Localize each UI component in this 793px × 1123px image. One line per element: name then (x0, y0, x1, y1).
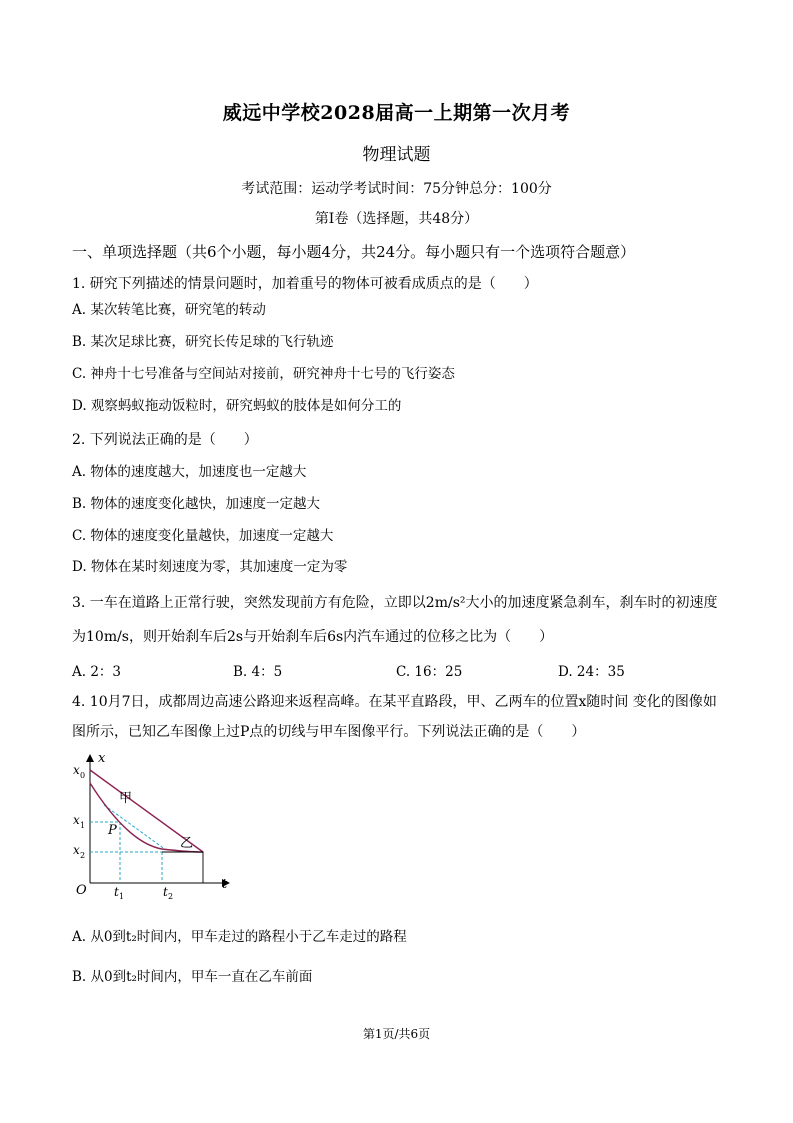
question-2-option-a: A. 物体的速度越大，加速度也一定越大 (72, 464, 307, 480)
question-3-option-c: C. 16：25 (396, 664, 463, 680)
question-2-option-b: B. 物体的速度变化越快，加速度一定越大 (72, 496, 321, 512)
question-2-stem: 2. 下列说法正确的是（ ） (72, 432, 258, 448)
question-4-option-b: B. 从0到t₂时间内，甲车一直在乙车前面 (72, 969, 313, 985)
question-3-stem-line2: 为10m/s，则开始刹车后2s与开始刹车后6s内汽车通过的位移之比为（ ） (72, 629, 554, 645)
x-axis-label: t (222, 877, 228, 892)
x1-subscript: 1 (80, 821, 86, 830)
y-axis-label: x (98, 751, 106, 766)
question-4-option-a: A. 从0到t₂时间内，甲车走过的路程小于乙车走过的路程 (72, 929, 407, 945)
exam-info: 考试范围：运动学考试时间：75分钟总分：100分 (241, 181, 552, 197)
yi-tail (162, 852, 203, 883)
yi-label: 乙 (180, 836, 194, 851)
x1-label: x (73, 813, 80, 827)
question-3-option-a: A. 2：3 (72, 664, 122, 680)
x0-label: x (73, 763, 80, 777)
x0-subscript: 0 (80, 771, 86, 780)
t2-label: t (163, 885, 168, 899)
volume-heading: 第Ⅰ卷（选择题，共48分） (314, 211, 479, 227)
point-p-label: P (108, 823, 117, 838)
t1-subscript: 1 (119, 892, 125, 901)
question-3-option-b: B. 4：5 (233, 664, 283, 680)
question-3-option-d: D. 24：35 (558, 664, 625, 680)
question-3-stem-line1: 3. 一车在道路上正常行驶，突然发现前方有危险，立即以2m/s²大小的加速度紧急刹车，刹车时的初速度 (72, 595, 718, 611)
position-time-graph (70, 748, 240, 903)
exam-title: 威远中学校2028届高一上期第一次月考 (222, 102, 571, 124)
question-1-option-a: A. 某次转笔比赛，研究笔的转动 (72, 302, 266, 318)
x2-subscript: 2 (80, 851, 86, 860)
question-4-stem-line2: 图所示，已知乙车图像上过P点的切线与甲车图像平行。下列说法正确的是（ ） (72, 724, 586, 740)
section-heading: 一、单项选择题（共6个小题，每小题4分，共24分。每小题只有一个选项符合题意） (72, 243, 636, 261)
question-1-stem: 1. 研究下列描述的情景问题时，加着重号的物体可被看成质点的是（ ） (72, 276, 538, 292)
question-2-option-d: D. 物体在某时刻速度为零，其加速度一定为零 (72, 559, 348, 575)
jia-label: 甲 (119, 791, 133, 806)
t1-label: t (114, 885, 119, 899)
question-1-option-b: B. 某次足球比赛，研究长传足球的飞行轨迹 (72, 334, 334, 350)
question-2-option-c: C. 物体的速度变化量越快，加速度一定越大 (72, 528, 334, 544)
question-1-option-c: C. 神舟十七号准备与空间站对接前，研究神舟十七号的飞行姿态 (72, 366, 455, 382)
origin-label: O (76, 883, 87, 898)
question-4-stem-line1: 4. 10月7日，成都周边高速公路迎来返程高峰。在某平直路段，甲、乙两车的位置x随时间 变化的图像如 (72, 694, 717, 710)
x2-label: x (73, 843, 80, 857)
subject-title: 物理试题 (362, 145, 431, 165)
question-1-option-d: D. 观察蚂蚁拖动饭粒时，研究蚂蚁的肢体是如何分工的 (72, 398, 402, 414)
t2-subscript: 2 (168, 892, 174, 901)
page-number: 第1页/共6页 (362, 1027, 431, 1041)
